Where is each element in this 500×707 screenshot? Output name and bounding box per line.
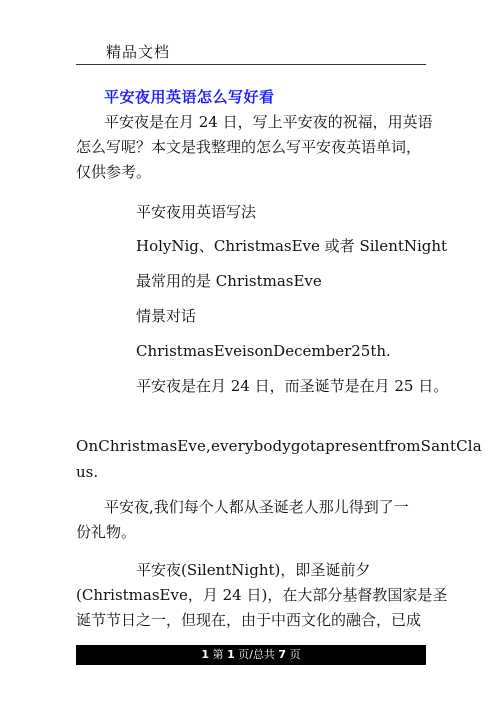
intro-line-2: 怎么写呢？本文是我整理的怎么写平安夜英语单词， — [76, 138, 422, 156]
dialogue-en-2b: us. — [76, 463, 99, 481]
footer-page-total: 7 — [278, 648, 287, 661]
footer-page-current-2: 1 — [227, 648, 235, 661]
most-common: 最常用的是 ChristmasEve — [136, 272, 322, 290]
intro-line-1: 平安夜是在月 24 日，写上平安夜的祝福，用英语 — [104, 113, 433, 131]
heading-writing: 平安夜用英语写法 — [136, 203, 257, 221]
footer-page-current: 1 — [201, 648, 210, 661]
footer-label-suffix: 页 — [286, 648, 301, 661]
header-text: 精品文档 — [106, 43, 171, 61]
page-footer — [76, 645, 426, 665]
writing-values: HolyNig、ChristmasEve 或者 SilentNight — [136, 237, 448, 255]
intro-line-3: 仅供参考。 — [76, 163, 152, 181]
body-line-2: (ChristmasEve，月 24 日)，在大部分基督教国家是圣 — [76, 586, 448, 604]
dialogue-cn-1: 平安夜是在月 24 日，而圣诞节是在月 25 日。 — [136, 377, 449, 395]
dialogue-en-1: ChristmasEveisonDecember25th. — [136, 342, 391, 360]
document-title: 平安夜用英语怎么写好看 — [104, 88, 275, 106]
dialogue-en-2a: OnChristmasEve,everybodygotapresentfromSantCla — [76, 437, 482, 455]
dialogue-cn-2a: 平安夜,我们每个人都从圣诞老人那儿得到了一 — [104, 498, 409, 516]
page-header — [76, 38, 426, 65]
dialogue-cn-2b: 份礼物。 — [76, 523, 137, 541]
heading-dialogue: 情景对话 — [136, 307, 197, 325]
footer-label-mid: 第 — [209, 648, 228, 661]
body-line-1: 平安夜(SilentNight)，即圣诞前夕 — [136, 561, 371, 579]
footer-label-unit: 页/总共 — [234, 648, 279, 661]
body-line-3: 诞节节日之一，但现在，由于中西文化的融合，已成 — [76, 611, 422, 629]
